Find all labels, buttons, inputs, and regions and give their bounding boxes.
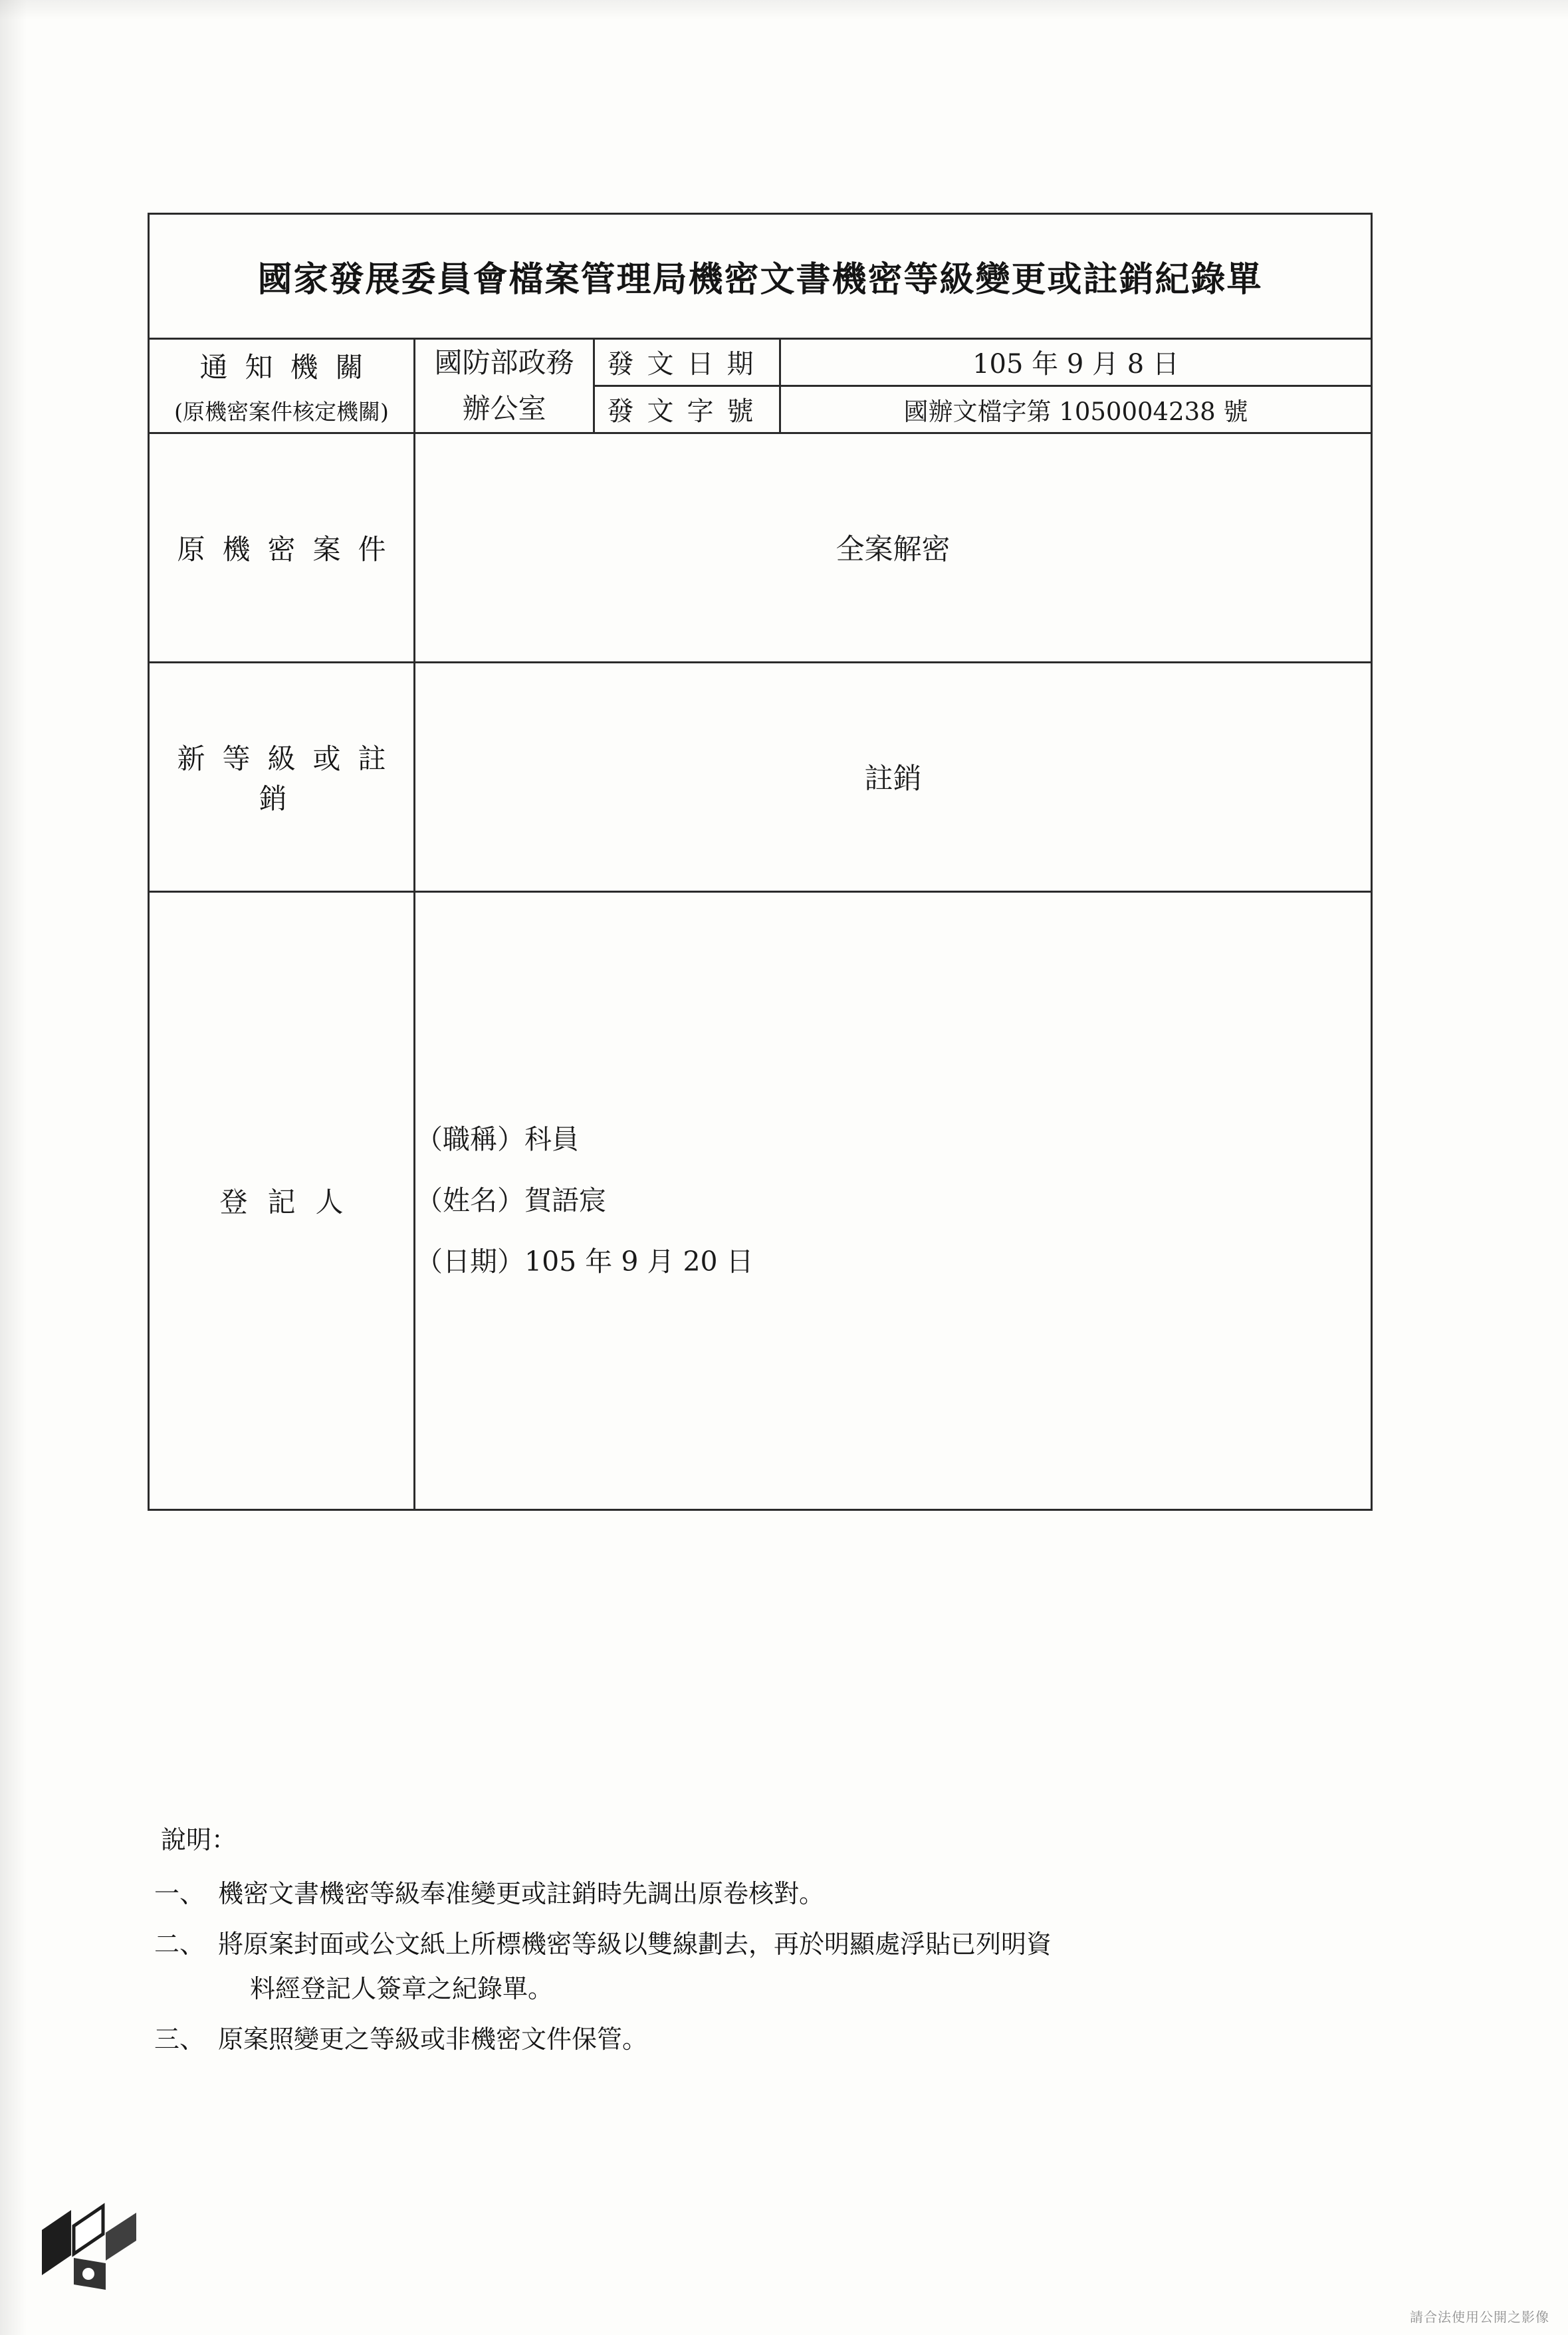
value-notify-agency (415, 339, 594, 433)
agency-name-line1: 國防部政務 (434, 346, 574, 379)
registrar-date: （日期）105 年 9 月 20 日 (415, 1246, 754, 1278)
record-form-table (148, 213, 1373, 1511)
value-registrar (415, 891, 1372, 1509)
issue-number-label: 發文字號 (607, 396, 767, 427)
note-item (154, 1922, 1417, 2011)
note-number: 二、 (154, 1930, 205, 1959)
registrar-job-title: （職稱）科員 (415, 1123, 579, 1155)
note-item (154, 2017, 1417, 2062)
label-issue-date (594, 339, 780, 386)
note-text (218, 1922, 1417, 2011)
form-container (148, 213, 1371, 1511)
note-text: 原案照變更之等級或非機密文件保管。 (218, 2025, 648, 2054)
note-number: 三、 (154, 2025, 205, 2054)
value-new-level: 註銷 (415, 662, 1372, 891)
table-row-new-level (149, 662, 1372, 891)
original-case-label: 原機密案件 (177, 532, 403, 566)
footer-watermark: 請合法使用公開之影像 (1410, 2309, 1549, 2325)
scan-edge-shadow-top (0, 0, 1568, 20)
note-text-line1: 將原案封面或公文紙上所標機密等級以雙線劃去，再於明顯處浮貼已列明資 (218, 1930, 1052, 1959)
label-original-case (149, 433, 415, 662)
label-issue-number (594, 386, 780, 433)
note-text-line2: 料經登記人簽章之紀錄單。 (250, 1973, 554, 2003)
table-row-notify-agency-date (149, 339, 1372, 386)
note-item (154, 1872, 1417, 1916)
label-notify-agency (149, 339, 415, 433)
new-level-label: 新等級或註銷 (177, 742, 403, 815)
scan-edge-shadow (0, 0, 27, 2335)
table-row-original-case (149, 433, 1372, 662)
label-registrar (149, 891, 415, 1509)
archives-logo-icon (37, 2197, 156, 2296)
notify-agency-label: 通知機關 (199, 350, 381, 384)
label-new-level (149, 662, 415, 891)
notes-section (154, 1818, 1417, 2068)
table-row-title (149, 214, 1372, 339)
note-number: 一、 (154, 1878, 205, 1908)
issue-date-label: 發文日期 (607, 349, 767, 380)
value-original-case: 全案解密 (415, 433, 1372, 662)
agency-name-line2: 辦公室 (462, 392, 546, 425)
page-title: 國家發展委員會檔案管理局機密文書機密等級變更或註銷紀錄單 (257, 259, 1263, 300)
registrar-name: （姓名）賀語宸 (415, 1184, 606, 1216)
note-text: 機密文書機密等級奉准變更或註銷時先調出原卷核對。 (218, 1878, 825, 1908)
form-title-cell (149, 214, 1372, 339)
table-row-registrar (149, 891, 1372, 1509)
value-issue-date: 105 年 9 月 8 日 (780, 339, 1372, 386)
registrar-label: 登記人 (219, 1186, 364, 1219)
notes-heading: 說明： (161, 1825, 237, 1854)
value-issue-number: 國辦文檔字第 1050004238 號 (780, 386, 1372, 433)
notify-agency-sublabel: (原機密案件核定機關) (174, 398, 389, 425)
